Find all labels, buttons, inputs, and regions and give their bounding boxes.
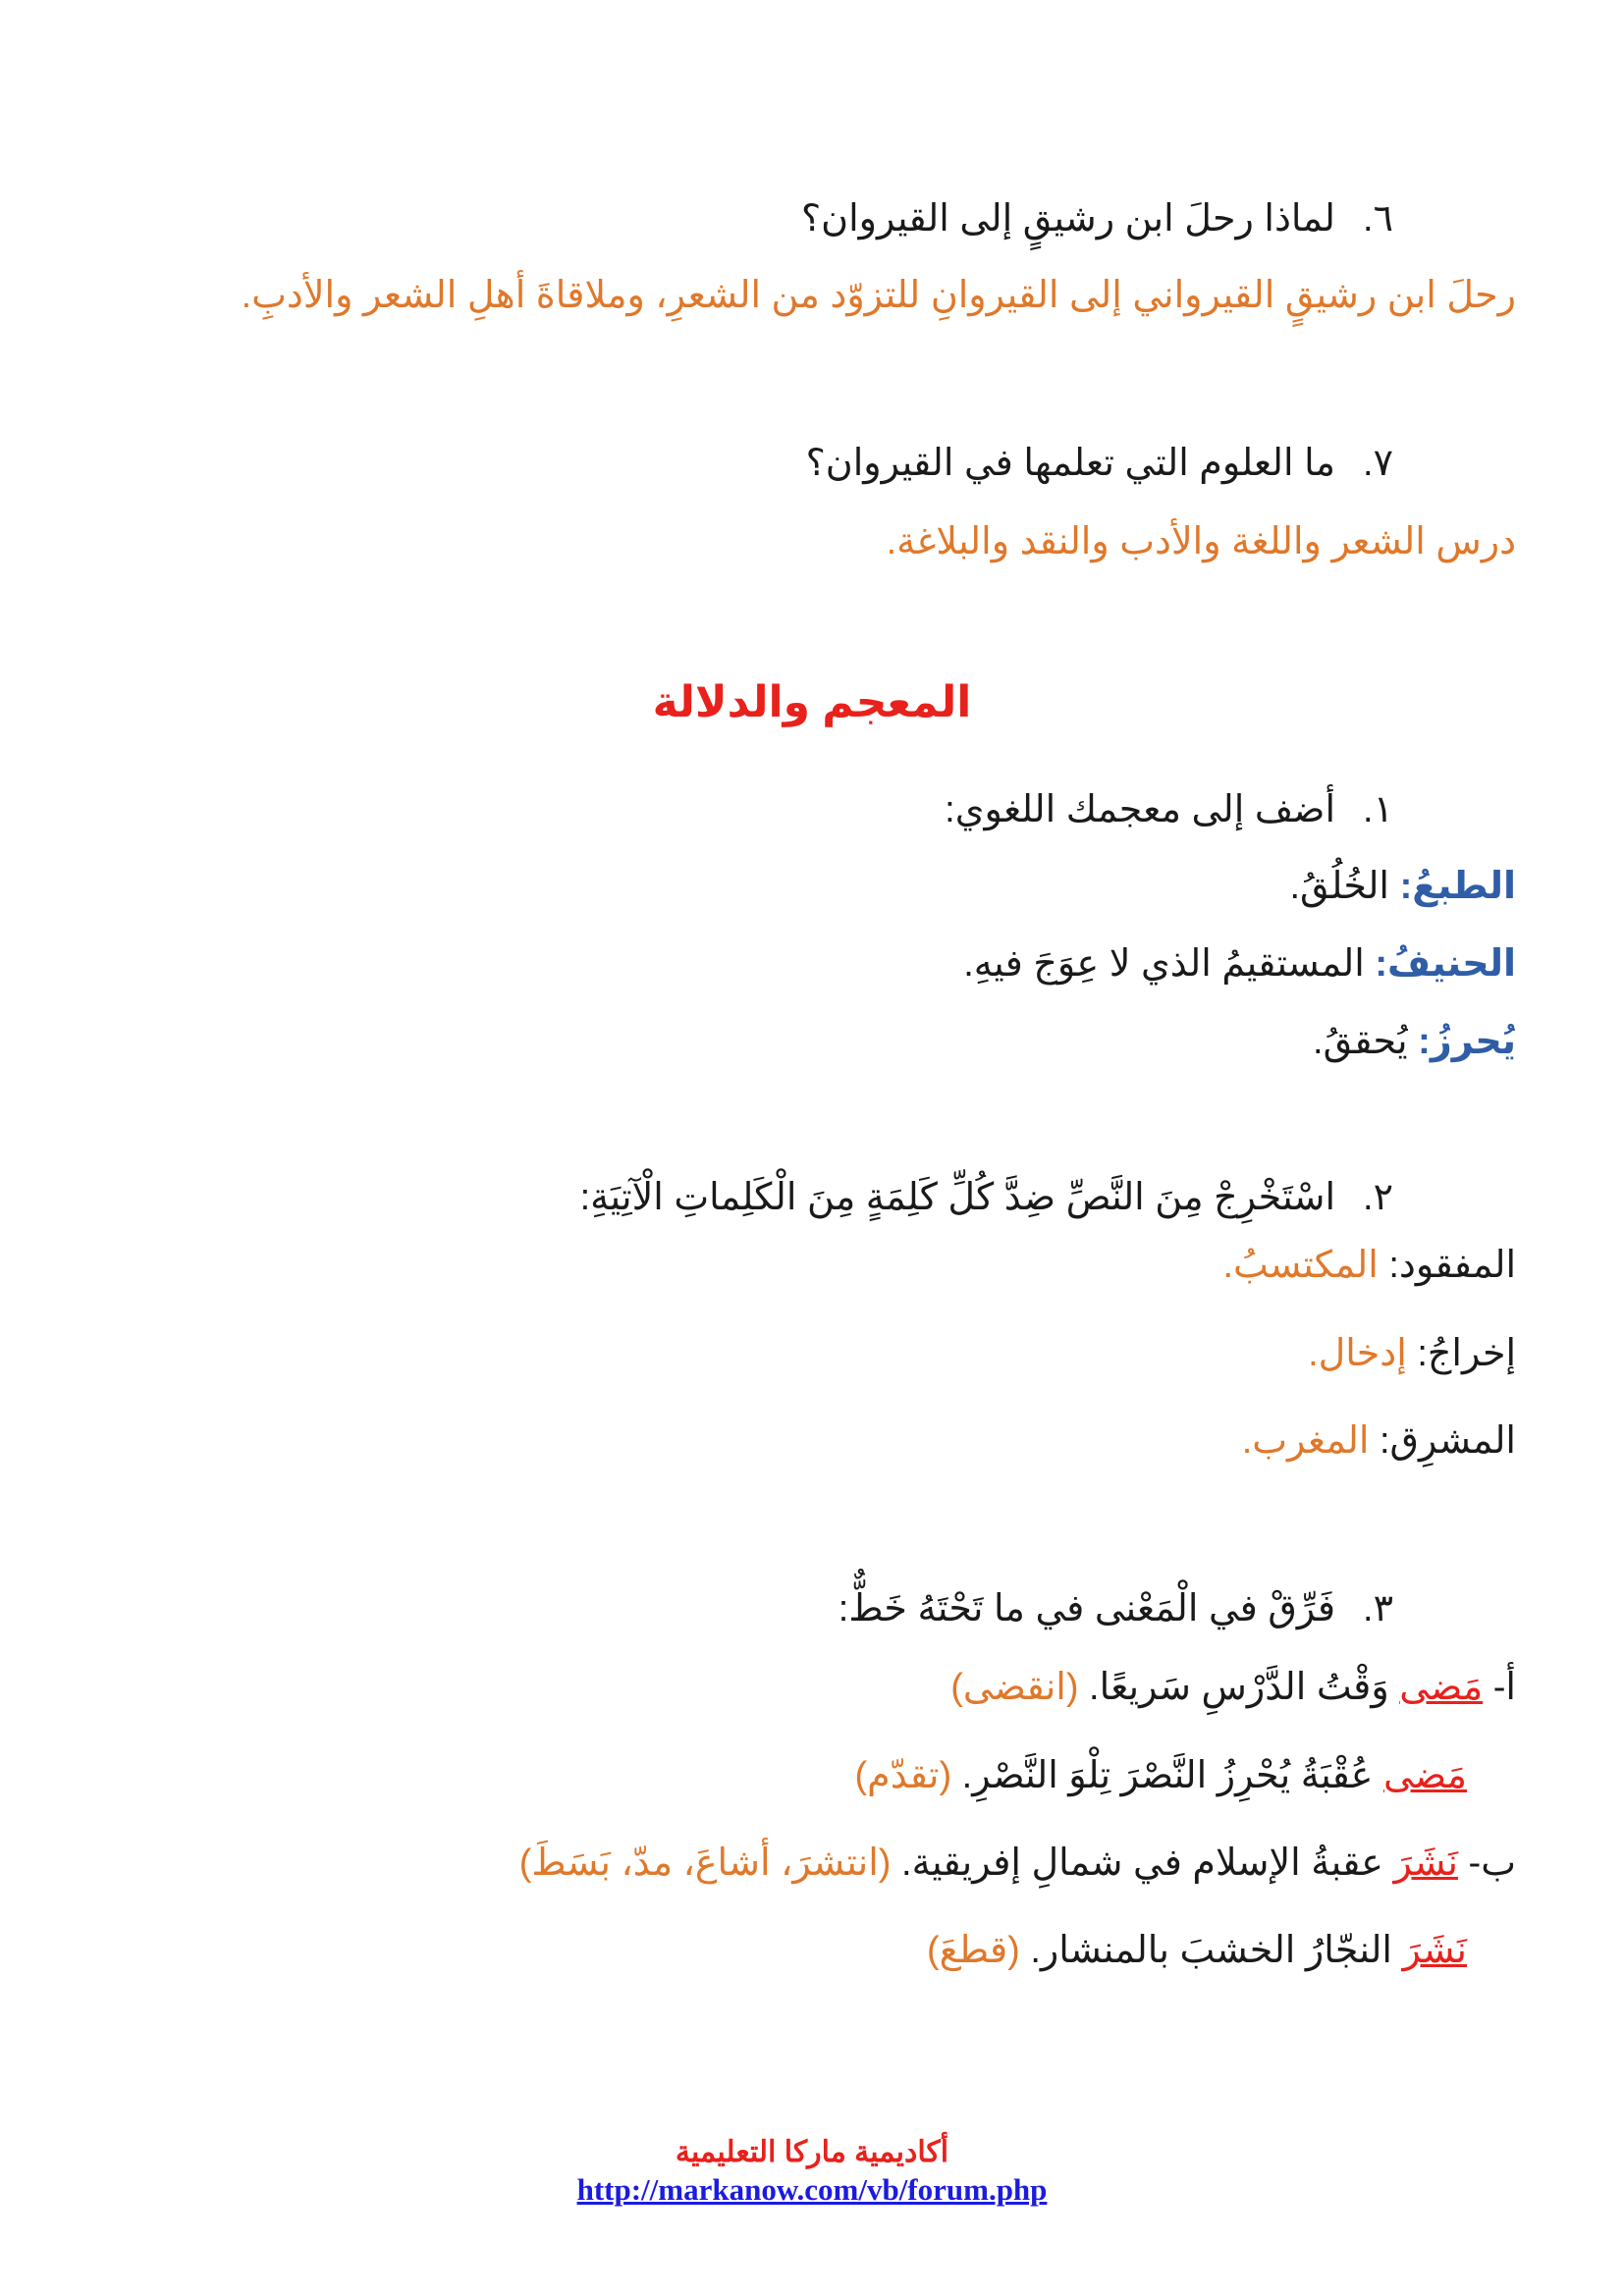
vocab-term: الحنيفُ:	[1375, 943, 1516, 985]
meaning-line-a1	[108, 1663, 1516, 1712]
opposites-instruction	[108, 1173, 1393, 1222]
vocab-term: يُحرزُ:	[1418, 1021, 1516, 1062]
question-6	[108, 194, 1393, 243]
question-text: لماذا رحلَ ابن رشيقٍ إلى القيروان؟	[801, 198, 1336, 240]
question-text: ما العلوم التي تعلمها في القيروان؟	[805, 443, 1336, 484]
footer-link-container	[0, 2172, 1624, 2208]
question-number: ٧.	[1363, 443, 1393, 484]
answer-7: درس الشعر واللغة والأدب والنقد والبلاغة.	[886, 521, 1516, 562]
item-letter: أ-	[1483, 1667, 1516, 1708]
vocab-item	[108, 939, 1516, 988]
underlined-word: مَضى	[1399, 1667, 1484, 1708]
section-title: المعجم والدلالة	[652, 678, 972, 726]
meaning-answer: (تقدّم)	[854, 1755, 952, 1796]
vocab-meaning: يُحققُ.	[1313, 1021, 1419, 1062]
question-number: ٣.	[1363, 1588, 1393, 1629]
opposite-answer: المكتسبُ.	[1222, 1245, 1379, 1286]
item-letter: ب-	[1458, 1842, 1516, 1884]
vocab-meaning: المستقيمُ الذي لا عِوَجَ فيهِ.	[963, 943, 1376, 985]
underlined-word: مَضى	[1383, 1755, 1467, 1796]
meaning-answer: (انتشرَ، أشاعَ، مدّ، بَسَطَ)	[518, 1842, 892, 1884]
question-text: أضف إلى معجمك اللغوي:	[945, 789, 1336, 830]
vocab-term: الطبعُ:	[1399, 866, 1516, 907]
meaning-line-b2	[108, 1926, 1467, 1975]
meaning-answer: (انقضى)	[950, 1667, 1079, 1708]
opposite-word: المشرِق:	[1369, 1420, 1516, 1462]
meanings-instruction	[108, 1584, 1393, 1633]
question-7	[108, 439, 1393, 488]
meaning-answer: (قطعَ)	[926, 1930, 1020, 1971]
sentence-text: وَقْتُ الدَّرْسِ سَريعًا.	[1078, 1667, 1400, 1708]
question-number: ٦.	[1363, 198, 1393, 240]
answer-6: رحلَ ابن رشيقٍ القيرواني إلى القيروانِ للتزوّد من الشعرِ، وملاقاةَ أهلِ الشعر والأدبِ.	[241, 275, 1516, 316]
underlined-word: نَشَرَ	[1393, 1842, 1458, 1884]
vocab-meaning: الخُلُقُ.	[1289, 866, 1400, 907]
opposite-answer: المغرب.	[1241, 1420, 1370, 1462]
question-number: ٢.	[1363, 1177, 1393, 1218]
footer-link[interactable]: http://markanow.com/vb/forum.php	[576, 2172, 1048, 2207]
vocab-item	[108, 1017, 1516, 1066]
question-number: ١.	[1363, 789, 1393, 830]
sentence-text: النجّارُ الخشبَ بالمنشار.	[1019, 1930, 1403, 1971]
meaning-line-b1	[108, 1839, 1516, 1888]
vocab-instruction	[108, 785, 1393, 834]
opposite-item	[108, 1329, 1516, 1378]
opposite-answer: إدخال.	[1308, 1333, 1407, 1374]
question-text: اسْتَخْرِجْ مِنَ النَّصِّ ضِدَّ كُلِّ كَلِمَةٍ مِنَ الْكَلِماتِ الْآتِيَةِ:	[579, 1177, 1336, 1218]
opposite-word: المفقود:	[1378, 1245, 1516, 1286]
opposite-item	[108, 1416, 1516, 1466]
underlined-word: نَشَرَ	[1402, 1930, 1467, 1971]
sentence-text: عُقْبَةُ يُحْرِزُ النَّصْرَ تِلْوَ النَّصْرِ.	[951, 1755, 1384, 1796]
meaning-line-a2	[108, 1751, 1467, 1800]
footer-organization: أكاديمية ماركا التعليمية	[675, 2136, 949, 2168]
opposite-item	[108, 1241, 1516, 1290]
vocab-item	[108, 862, 1516, 911]
sentence-text: عقبةُ الإسلام في شمالِ إفريقية.	[891, 1842, 1394, 1884]
question-text: فَرِّقْ في الْمَعْنى في ما تَحْتَهُ خَطٌّ:	[838, 1588, 1336, 1629]
opposite-word: إخراجُ:	[1406, 1333, 1516, 1374]
